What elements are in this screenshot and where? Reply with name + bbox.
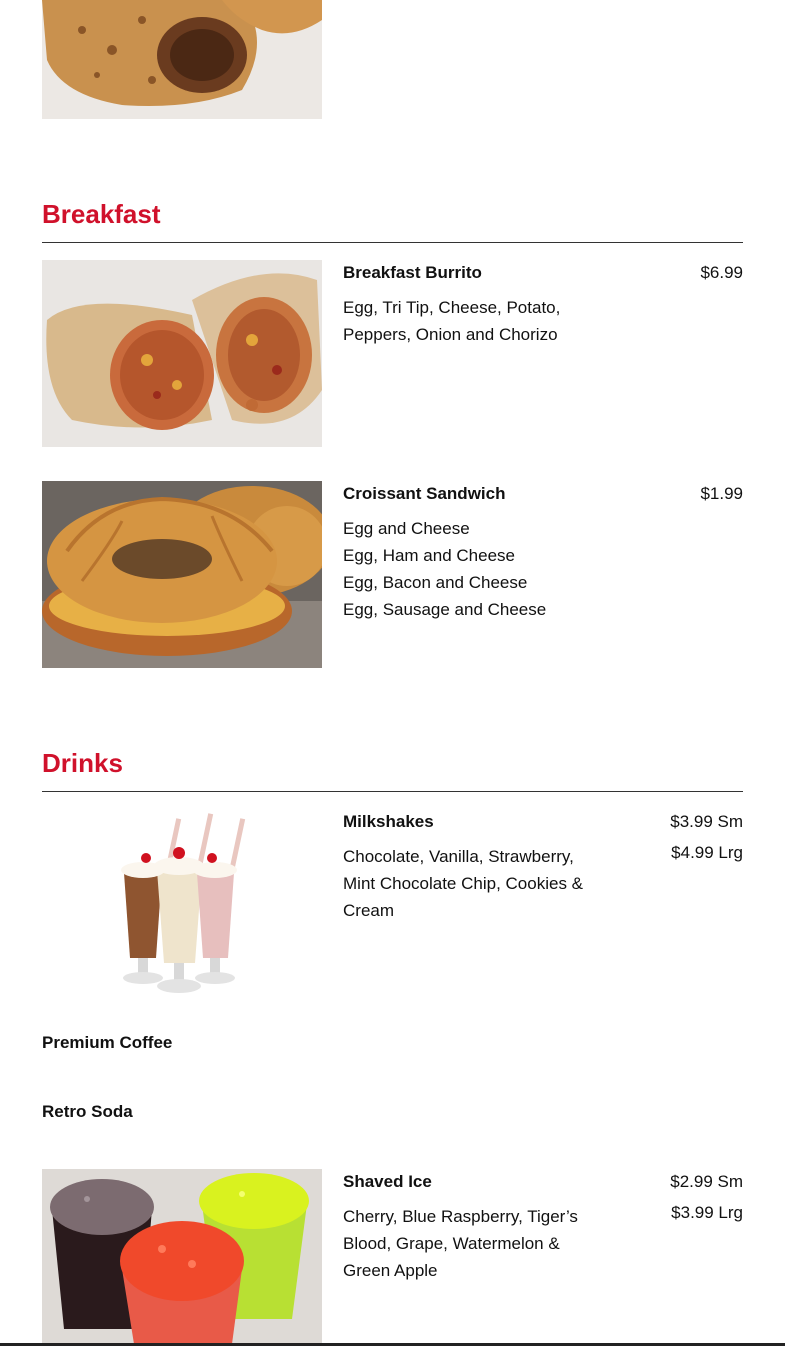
section-title-drinks: Drinks bbox=[42, 748, 123, 778]
price-line: $6.99 bbox=[700, 263, 743, 282]
item-description-croissant-sandwich bbox=[343, 515, 593, 623]
shaved-ice-photo bbox=[42, 1169, 322, 1344]
burrito-photo-top bbox=[42, 0, 322, 119]
price-line: $4.99 Lrg bbox=[671, 843, 743, 862]
description-line: Egg, Sausage and Cheese bbox=[343, 600, 547, 619]
section-divider-drinks bbox=[42, 791, 743, 792]
item-description-breakfast-burrito bbox=[343, 294, 593, 348]
section-title-breakfast: Breakfast bbox=[42, 199, 161, 229]
croissant-sandwich-photo bbox=[42, 481, 322, 668]
item-price-croissant-sandwich bbox=[700, 478, 743, 509]
price-line: $3.99 Sm bbox=[670, 812, 743, 831]
description-line: Blood, Grape, Watermelon & bbox=[343, 1234, 560, 1253]
description-line: Egg, Bacon and Cheese bbox=[343, 573, 528, 592]
description-line: Egg, Ham and Cheese bbox=[343, 546, 515, 565]
item-price-breakfast-burrito bbox=[700, 257, 743, 288]
item-name-retro-soda: Retro Soda bbox=[42, 1102, 133, 1121]
milkshakes-photo bbox=[42, 808, 322, 995]
description-line: Egg and Cheese bbox=[343, 519, 470, 538]
breakfast-burrito-photo bbox=[42, 260, 322, 447]
item-name-croissant-sandwich: Croissant Sandwich bbox=[343, 484, 506, 503]
item-name-breakfast-burrito: Breakfast Burrito bbox=[343, 263, 482, 282]
item-description-shaved-ice bbox=[343, 1203, 593, 1284]
price-line: $3.99 Lrg bbox=[671, 1203, 743, 1222]
description-line: Green Apple bbox=[343, 1261, 438, 1280]
item-name-milkshakes: Milkshakes bbox=[343, 812, 434, 831]
description-line: Mint Chocolate Chip, Cookies & bbox=[343, 874, 584, 893]
section-divider-breakfast bbox=[42, 242, 743, 243]
item-name-premium-coffee: Premium Coffee bbox=[42, 1033, 173, 1052]
description-line: Chocolate, Vanilla, Strawberry, bbox=[343, 847, 574, 866]
item-name-shaved-ice: Shaved Ice bbox=[343, 1172, 432, 1191]
price-line: $1.99 bbox=[700, 484, 743, 503]
description-line: Cherry, Blue Raspberry, Tiger’s bbox=[343, 1207, 578, 1226]
description-line: Egg, Tri Tip, Cheese, Potato, bbox=[343, 298, 561, 317]
item-price-milkshakes bbox=[670, 806, 743, 868]
item-description-milkshakes bbox=[343, 843, 593, 924]
item-price-shaved-ice bbox=[670, 1166, 743, 1228]
description-line: Cream bbox=[343, 901, 395, 920]
description-line: Peppers, Onion and Chorizo bbox=[343, 325, 558, 344]
price-line: $2.99 Sm bbox=[670, 1172, 743, 1191]
